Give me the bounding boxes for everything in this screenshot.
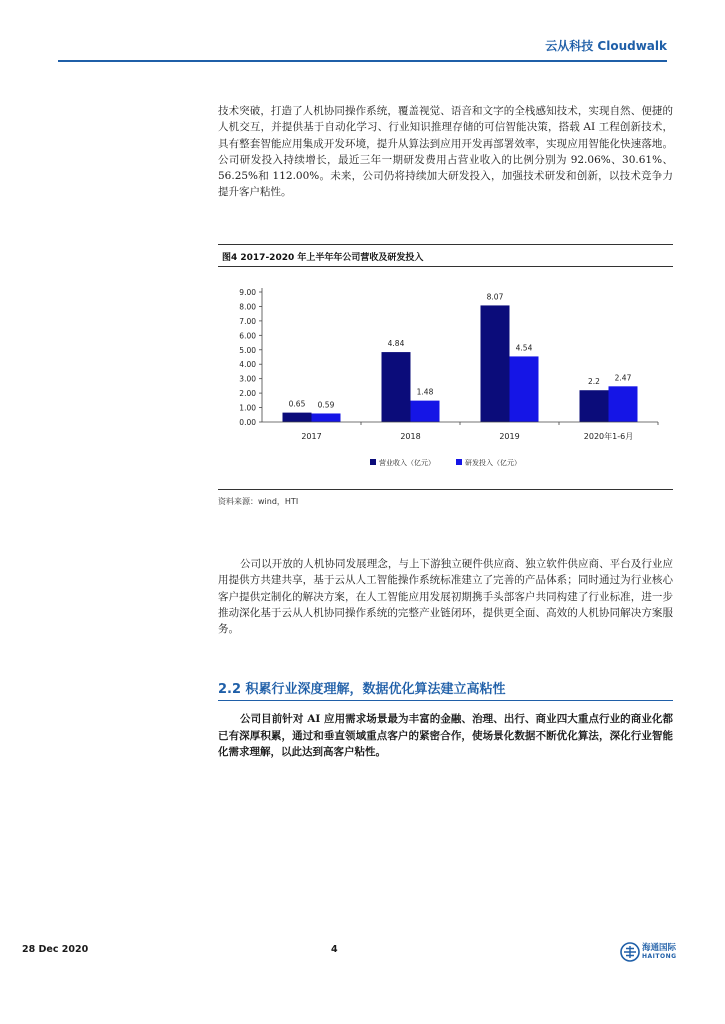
figure-title-rule — [218, 266, 673, 267]
y-tick-label: 1.00 — [239, 403, 256, 413]
section-rule — [218, 700, 673, 701]
bar-revenue-2 — [481, 305, 510, 422]
figure-source: 资料来源：wind，HTI — [218, 497, 299, 506]
bar-data-label: 4.54 — [515, 343, 533, 353]
bar-data-label: 1.48 — [416, 387, 434, 397]
revenue-rd-bar-chart — [218, 270, 673, 485]
x-tick-label: 2020年1-6月 — [583, 432, 634, 441]
y-tick-label: 5.00 — [239, 345, 256, 355]
y-tick-label: 2.00 — [239, 389, 256, 399]
y-tick-label: 0.00 — [239, 418, 256, 427]
header-rule — [58, 60, 667, 62]
figure-title: 图4 2017-2020 年上半年年公司营收及研发投入 — [222, 253, 424, 263]
paragraph-rd-investment: 技术突破，打造了人机协同操作系统，覆盖视觉、语音和文字的全栈感知技术，实现自然、便捷的人机交互，并提供基于自动化学习、行业知识推理存储的可信智能决策，搭载 AI 工程创新技术，具有整套智能应用集成开发环境，提升从算法到应用开发再部署效率，实现应用智能化快速落地。公司研发投入持续增长，最近三年一期研发费用占营业收入的比例分别为 92.06%、30.61%、56.25%和 112.00%。未来，公司仍将持续加大研发投入，加强技术研发和创新，以技术竞争力提升客户粘性。 — [218, 105, 673, 199]
footer-date: 28 Dec 2020 — [22, 944, 89, 955]
bar-data-label: 2.47 — [614, 373, 632, 383]
y-tick-label: 4.00 — [239, 360, 256, 370]
paragraph-industry: 公司目前针对 AI 应用需求场景最为丰富的金融、治理、出行、商业四大重点行业的商业化都已有深厚积累，通过和垂直领域重点客户的紧密合作，使场景化数据不断优化算法，深化行业智能化需求理解，以此达到高客户粘性。 — [218, 713, 673, 758]
bar-revenue-0 — [283, 413, 312, 422]
y-tick-label: 8.00 — [239, 302, 256, 312]
bar-data-label: 8.07 — [486, 292, 504, 302]
figure-top-rule — [218, 244, 673, 245]
y-tick-label: 7.00 — [239, 316, 256, 326]
section-title: 2.2 积累行业深度理解，数据优化算法建立高粘性 — [218, 682, 506, 697]
bar-revenue-1 — [382, 352, 411, 422]
x-axis — [262, 422, 658, 441]
y-axis — [239, 288, 262, 427]
haitong-logo-icon — [620, 942, 640, 962]
bar-rd-2 — [510, 356, 539, 422]
legend-swatch — [456, 459, 462, 465]
x-tick-label: 2018 — [400, 432, 421, 441]
bar-revenue-3 — [580, 390, 609, 422]
y-tick-label: 9.00 — [239, 288, 256, 297]
y-tick-label: 3.00 — [239, 374, 256, 384]
bar-rd-1 — [411, 401, 440, 422]
paragraph-ecosystem: 公司以开放的人机协同发展理念，与上下游独立硬件供应商、独立软件供应商、平台及行业应用提供方共建共享，基于云从人工智能操作系统标准建立了完善的产品体系；同时通过为行业核心客户提供定制化的解决方案，在人工智能应用发展初期携手头部客户共同构建了行业标准，进一步推动深化基于云从人机协同操作系统的完整产业链闭环，提供更全面、高效的人机协同解决方案服务。 — [218, 558, 673, 636]
bar-data-label: 0.65 — [288, 399, 306, 409]
page-number: 4 — [331, 944, 338, 955]
legend-label: 营业收入（亿元） — [379, 459, 435, 467]
bar-rd-0 — [312, 413, 341, 422]
y-tick-label: 6.00 — [239, 331, 256, 341]
legend-swatch — [370, 459, 376, 465]
bar-rd-3 — [609, 386, 638, 422]
bar-data-label: 2.2 — [588, 377, 600, 387]
x-tick-label: 2017 — [301, 432, 322, 441]
bars — [283, 292, 638, 422]
figure-bottom-rule — [218, 489, 673, 490]
header-brand: 云从科技 Cloudwalk — [545, 39, 667, 53]
legend — [370, 458, 521, 467]
haitong-logo — [620, 940, 680, 964]
haitong-logo-cn: 海通国际 — [642, 943, 677, 953]
legend-label: 研发投入（亿元） — [465, 459, 521, 467]
x-tick-label: 2019 — [499, 432, 520, 441]
bar-data-label: 4.84 — [387, 339, 405, 349]
bar-data-label: 0.59 — [317, 400, 335, 410]
haitong-logo-en: HAITONG — [642, 953, 677, 960]
